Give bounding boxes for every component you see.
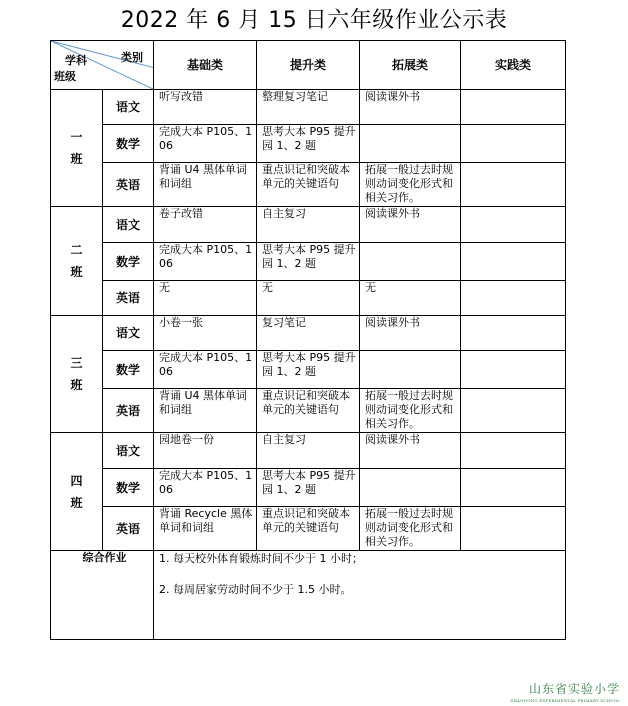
- task-cell-practice: [461, 281, 566, 316]
- header-row: [51, 41, 566, 90]
- summary-row: [51, 551, 566, 640]
- task-cell-practice: [461, 433, 566, 469]
- task-cell-extend: [360, 351, 461, 389]
- task-cell-basic: 完成大本 P105、106: [154, 125, 257, 163]
- task-cell-basic: 园地卷一份: [154, 433, 257, 469]
- column-header-extend: 拓展类: [360, 41, 461, 90]
- table-row: [51, 433, 566, 469]
- column-header-improve: 提升类: [257, 41, 360, 90]
- table-row: [51, 351, 566, 389]
- page-title: 2022 年 6 月 15 日六年级作业公示表: [120, 8, 508, 33]
- task-cell-practice: [461, 351, 566, 389]
- task-cell-extend: 拓展一般过去时规则动词变化形式和相关习作。: [360, 163, 461, 207]
- task-cell-extend: 无: [360, 281, 461, 316]
- subject-cell: 数学: [103, 125, 154, 163]
- task-cell-practice: [461, 90, 566, 125]
- summary-item: 2. 每周居家劳动时间不少于 1.5 小时。: [159, 583, 352, 596]
- summary-label: 综合作业: [51, 551, 154, 640]
- task-cell-practice: [461, 389, 566, 433]
- class-label: 班级: [54, 70, 76, 83]
- task-cell-improve: 重点识记和突破本单元的关键语句: [257, 163, 360, 207]
- subject-label: 学科: [65, 54, 87, 67]
- diagonal-header-cell: [51, 41, 154, 90]
- task-cell-extend: 拓展一般过去时规则动词变化形式和相关习作。: [360, 389, 461, 433]
- table-row: [51, 207, 566, 243]
- task-cell-improve: 思考大本 P95 提升园 1、2 题: [257, 125, 360, 163]
- summary-item: 1. 每天校外体育锻炼时间不少于 1 小时；: [159, 552, 363, 565]
- task-cell-improve: 思考大本 P95 提升园 1、2 题: [257, 351, 360, 389]
- task-cell-practice: [461, 125, 566, 163]
- task-cell-extend: 阅读课外书: [360, 316, 461, 351]
- table-row: [51, 316, 566, 351]
- table-row: [51, 243, 566, 281]
- subject-cell: 数学: [103, 351, 154, 389]
- task-cell-basic: 背诵 Recycle 黑体单词和词组: [154, 507, 257, 551]
- task-cell-improve: 思考大本 P95 提升园 1、2 题: [257, 243, 360, 281]
- task-cell-improve: 复习笔记: [257, 316, 360, 351]
- task-cell-extend: 拓展一般过去时规则动词变化形式和相关习作。: [360, 507, 461, 551]
- task-cell-basic: 完成大本 P105、106: [154, 243, 257, 281]
- school-logo-english: SHANDONG EXPERIMENTAL PRIMARY SCHOOL: [510, 698, 620, 703]
- class-name-cell: 三 班: [51, 316, 103, 433]
- subject-cell: 英语: [103, 389, 154, 433]
- subject-cell: 语文: [103, 207, 154, 243]
- table-row: [51, 90, 566, 125]
- task-cell-extend: [360, 469, 461, 507]
- task-cell-basic: 无: [154, 281, 257, 316]
- task-cell-improve: 自主复习: [257, 207, 360, 243]
- subject-cell: 数学: [103, 243, 154, 281]
- subject-cell: 数学: [103, 469, 154, 507]
- class-name-cell: 四 班: [51, 433, 103, 551]
- column-header-basic: 基础类: [154, 41, 257, 90]
- summary-content: [154, 551, 566, 640]
- task-cell-improve: 自主复习: [257, 433, 360, 469]
- subject-cell: 英语: [103, 281, 154, 316]
- subject-cell: 语文: [103, 90, 154, 125]
- table-row: [51, 389, 566, 433]
- task-cell-practice: [461, 243, 566, 281]
- task-cell-improve: 思考大本 P95 提升园 1、2 题: [257, 469, 360, 507]
- subject-cell: 英语: [103, 163, 154, 207]
- category-label: 类别: [121, 51, 143, 64]
- task-cell-basic: 背诵 U4 黑体单词和词组: [154, 163, 257, 207]
- task-cell-extend: 阅读课外书: [360, 433, 461, 469]
- task-cell-basic: 听写改错: [154, 90, 257, 125]
- task-cell-basic: 小卷一张: [154, 316, 257, 351]
- task-cell-extend: 阅读课外书: [360, 90, 461, 125]
- task-cell-practice: [461, 207, 566, 243]
- class-name-cell: 二 班: [51, 207, 103, 316]
- school-logo: [510, 680, 620, 703]
- table-row: [51, 469, 566, 507]
- table-row: [51, 125, 566, 163]
- task-cell-improve: 重点识记和突破本单元的关键语句: [257, 507, 360, 551]
- column-header-practice: 实践类: [461, 41, 566, 90]
- task-cell-improve: 无: [257, 281, 360, 316]
- task-cell-basic: 背诵 U4 黑体单词和词组: [154, 389, 257, 433]
- table-row: [51, 281, 566, 316]
- task-cell-basic: 卷子改错: [154, 207, 257, 243]
- task-cell-improve: 整理复习笔记: [257, 90, 360, 125]
- subject-cell: 英语: [103, 507, 154, 551]
- class-name-cell: 一 班: [51, 90, 103, 207]
- task-cell-practice: [461, 316, 566, 351]
- task-cell-basic: 完成大本 P105、106: [154, 351, 257, 389]
- task-cell-extend: 阅读课外书: [360, 207, 461, 243]
- task-cell-extend: [360, 243, 461, 281]
- task-cell-extend: [360, 125, 461, 163]
- task-cell-basic: 完成大本 P105、106: [154, 469, 257, 507]
- task-cell-practice: [461, 507, 566, 551]
- task-cell-practice: [461, 469, 566, 507]
- table-row: [51, 507, 566, 551]
- task-cell-improve: 重点识记和突破本单元的关键语句: [257, 389, 360, 433]
- school-logo-name: 山东省实验小学: [528, 682, 620, 696]
- task-cell-practice: [461, 163, 566, 207]
- table-row: [51, 163, 566, 207]
- subject-cell: 语文: [103, 316, 154, 351]
- homework-table: [50, 40, 566, 640]
- subject-cell: 语文: [103, 433, 154, 469]
